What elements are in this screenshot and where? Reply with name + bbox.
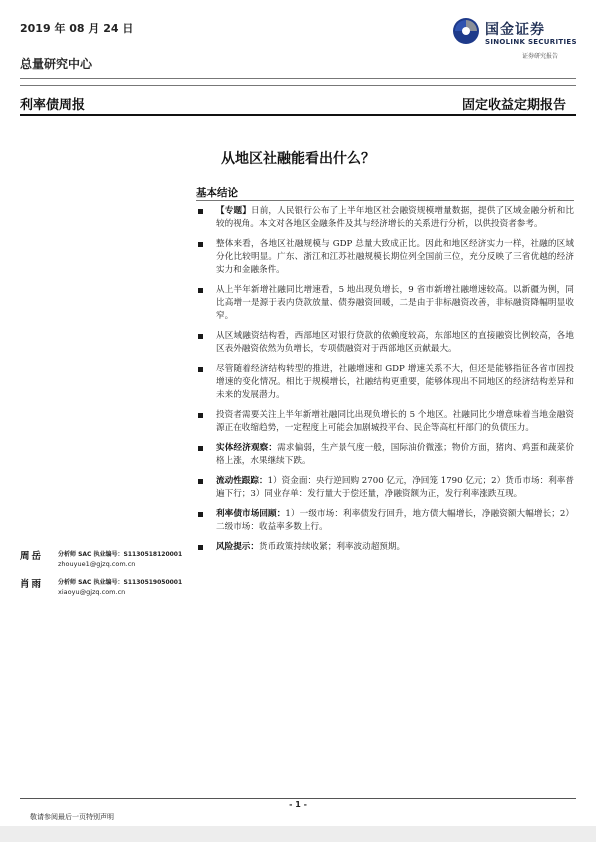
footer-band: [0, 826, 596, 842]
header-divider: [20, 78, 576, 79]
bullet-square-icon: [198, 242, 203, 247]
conclusion-list: [196, 205, 574, 561]
analyst-card: [20, 548, 195, 572]
bullet-square-icon: [198, 367, 203, 372]
disclaimer-note: 敬请参阅最后一页特别声明: [30, 813, 114, 821]
report-title: 从地区社融能看出什么？: [221, 151, 375, 167]
company-logo: [452, 17, 582, 67]
list-item: 风险提示：货币政策持续收紧；利率波动超预期。: [196, 541, 574, 554]
report-date: 2019 年 08 月 24 日: [20, 22, 134, 35]
logo-en-text: SINOLINK SECURITIES: [485, 38, 577, 46]
analyst-name: 肖雨: [20, 579, 44, 590]
bullet-square-icon: [198, 512, 203, 517]
bullet-square-icon: [198, 545, 203, 550]
analyst-name: 周岳: [20, 551, 44, 562]
list-item: 流动性跟踪：1）资金面：央行逆回购 2700 亿元，净回笼 1790 亿元；2）货币市场：利率普遍下行；3）同业存单：发行量大于偿还量，净融资额为正，发行利率涨跌互现。: [196, 475, 574, 501]
bullet-square-icon: [198, 446, 203, 451]
logo-cn-text: 国金证券: [485, 22, 545, 38]
bullet-square-icon: [198, 288, 203, 293]
list-item: 实体经济观察：需求偏弱，生产景气度一般，国际油价微涨；物价方面，猪肉、鸡蛋和蔬菜价格上涨，水果继续下跌。: [196, 442, 574, 468]
bullet-square-icon: [198, 479, 203, 484]
header-bottom-rule: [20, 114, 576, 116]
analyst-email[interactable]: xiaoyu@gjzq.com.cn: [58, 588, 126, 596]
bullet-square-icon: [198, 209, 203, 214]
list-item: 【专题】日前，人民银行公布了上半年地区社会融资规模增量数据，提供了区域金融分析和比较的视角。本文对各地区金融条件及其与经济增长的关系进行分析，以供投资者参考。: [196, 205, 574, 231]
research-center-name: 总量研究中心: [20, 57, 93, 71]
bullet-square-icon: [198, 334, 203, 339]
analyst-sac-id: 分析师 SAC 执业编号：S1130519050001: [58, 579, 183, 586]
report-series-name: 利率债周报: [20, 98, 86, 113]
list-item: 利率债市场回顾：1）一级市场：利率债发行回升，地方债大幅增长，净融资额大幅增长；2）二级市场：收益率多数上行。: [196, 508, 574, 534]
analyst-email[interactable]: zhouyue1@gjzq.com.cn: [58, 560, 136, 568]
list-item: 从上半年新增社融同比增速看，5 地出现负增长，9 省市新增社融增速较高。以新疆为例，同比高增一是源于表内贷款放量、债券融资回暖，二是由于非标融资改善，非标融资降幅明显收窄。: [196, 284, 574, 323]
sinolink-logo-icon: [452, 17, 480, 45]
report-type: 固定收益定期报告: [461, 98, 566, 113]
footer-divider: [20, 798, 576, 799]
bullet-square-icon: [198, 413, 203, 418]
section-divider: [196, 200, 574, 201]
header-divider-2: [20, 85, 576, 86]
analyst-card: [20, 576, 195, 600]
list-item: 投资者需要关注上半年新增社融同比出现负增长的 5 个地区。社融同比少增意味着当地金融资源正在收缩趋势，一定程度上可能会加剧城投平台、民企等高杠杆部门的负债压力。: [196, 409, 574, 435]
list-item: 整体来看，各地区社融规模与 GDP 总量大致成正比。因此和地区经济实力一样，社融的区域分化比较明显。广东、浙江和江苏社融规模长期位列全国前三位，充分反映了三省优越的经济实力和金融条件。: [196, 238, 574, 277]
list-item: 尽管随着经济结构转型的推进，社融增速和 GDP 增速关系不大，但还是能够指征各省市固投增速的变化情况。相比于规模增长，社融结构更重要，能够体现出不同地区的经济结构差异和未来的发展潜力。: [196, 363, 574, 402]
list-item: 从区域融资结构看，西部地区对银行贷款的依赖度较高，东部地区的直接融资比例较高，各地区表外融资依然为负增长，专项债融资对于西部地区贡献最大。: [196, 330, 574, 356]
page-number: - 1 -: [289, 800, 307, 809]
section-title: 基本结论: [196, 187, 238, 199]
analyst-sac-id: 分析师 SAC 执业编号：S1130518120001: [58, 551, 183, 558]
logo-subtitle: 证券研究报告: [522, 53, 559, 60]
